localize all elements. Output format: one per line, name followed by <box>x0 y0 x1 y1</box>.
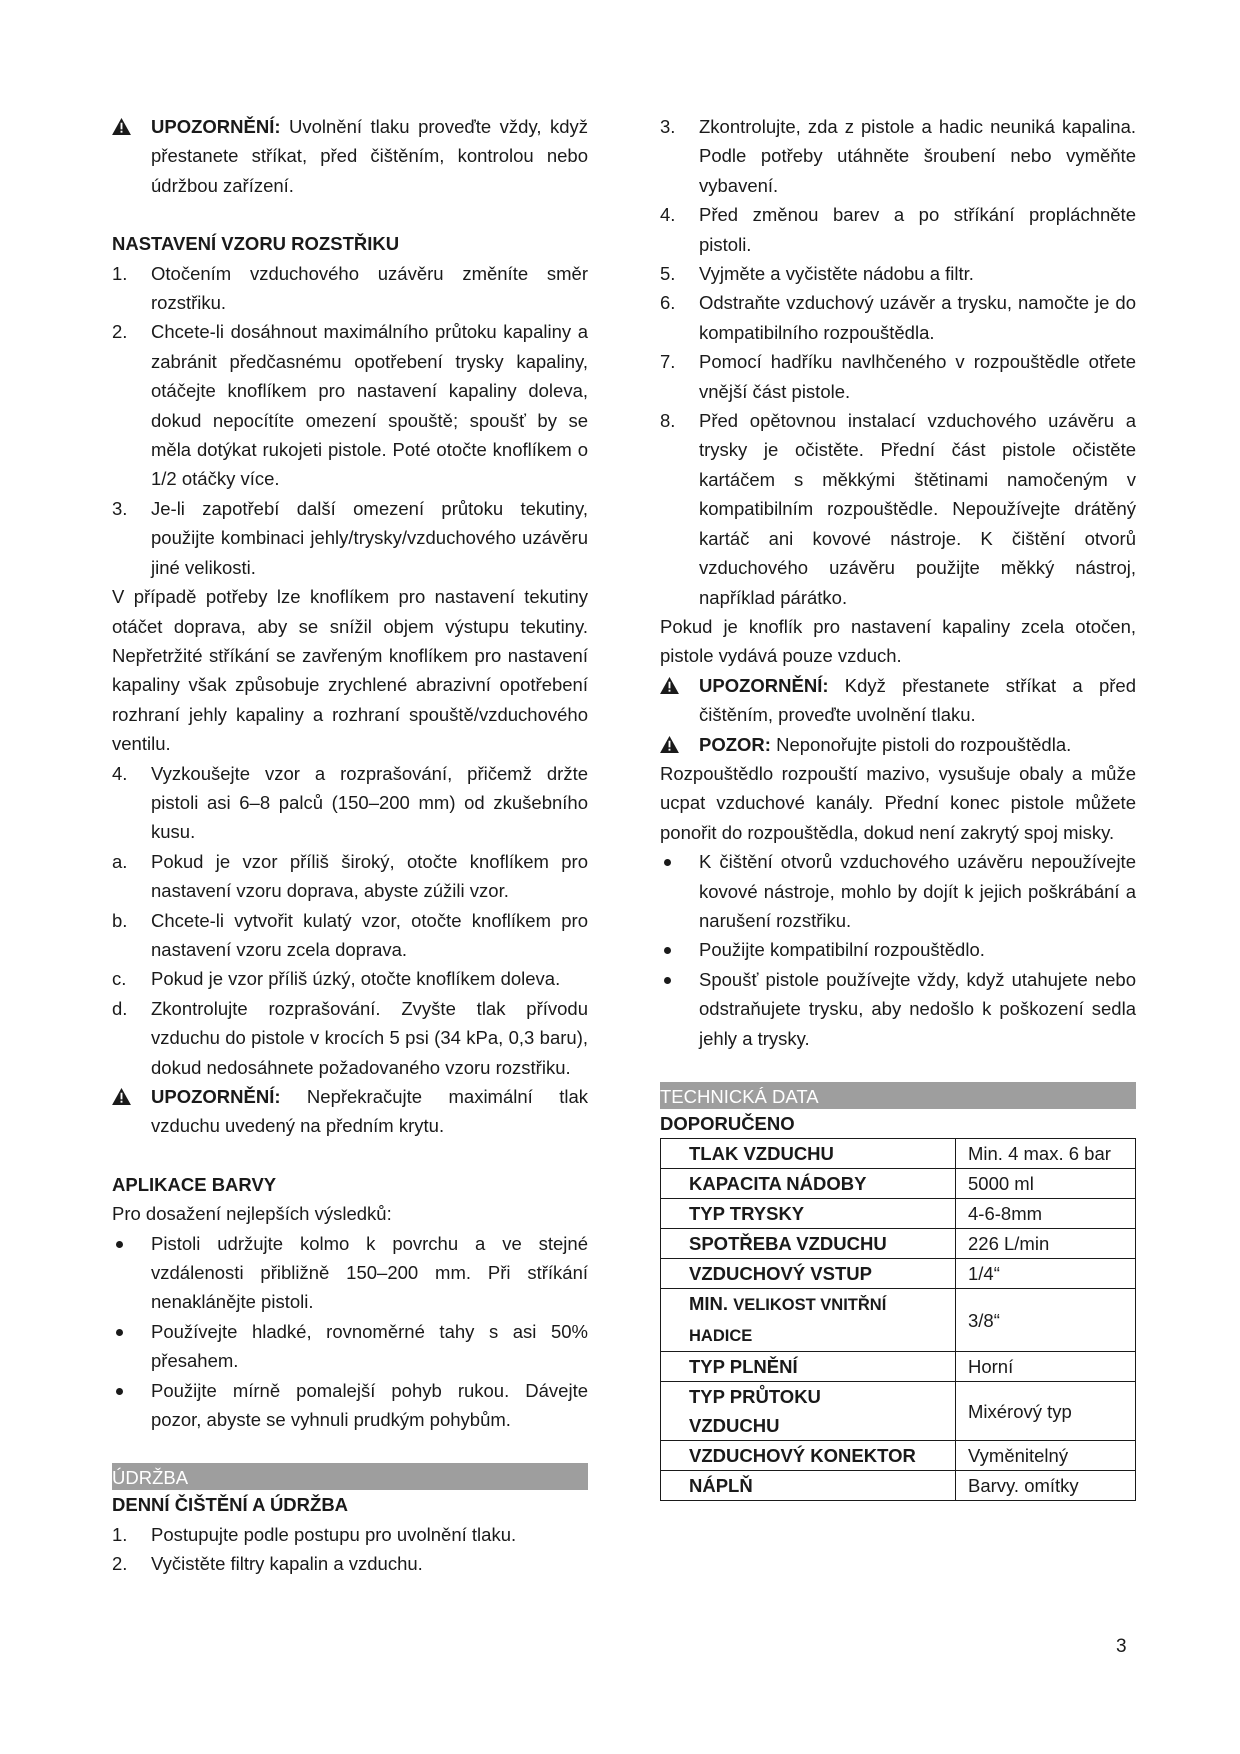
section-band-technical-data: TECHNICKÁ DATA <box>660 1082 1136 1109</box>
warning-triangle-icon <box>112 1088 131 1105</box>
table-row: NÁPLŇ Barvy. omítky <box>661 1471 1136 1501</box>
table-row: VZDUCHOVÝ KONEKTOR Vyměnitelný <box>661 1441 1136 1471</box>
table-row: VZDUCHOVÝ VSTUP 1/4“ <box>661 1259 1136 1289</box>
section-title-daily-cleaning: DENNÍ ČIŠTĚNÍ A ÚDRŽBA <box>112 1494 349 1516</box>
list-item: 4. Před změnou barev a po stříkání propláchněte pistoli. <box>660 204 1136 255</box>
warning-pressure-release <box>112 112 588 200</box>
list-item: 1. Postupujte podle postupu pro uvolnění tlaku. <box>112 1523 517 1545</box>
bullet-icon <box>116 1388 123 1395</box>
table-row: MIN. VELIKOST VNITŘNÍ HADICE 3/8“ <box>661 1289 1136 1352</box>
section-title-recommended: DOPORUČENO <box>660 1113 795 1134</box>
bullet-icon <box>116 1241 123 1248</box>
list-item: b. Chcete-li vytvořit kulatý vzor, otočte knoflíkem pro nastavení vzoru zcela doprava. <box>112 909 588 960</box>
right-column <box>660 112 1136 1501</box>
cleaning-steps-cont <box>660 112 1136 612</box>
bullet-icon <box>664 947 671 954</box>
warning-label: UPOZORNĚNÍ: <box>151 116 281 137</box>
list-item: 5. Vyjměte a vyčistěte nádobu a filtr. <box>660 263 974 285</box>
paragraph: Pro dosažení nejlepších výsledků: <box>112 1203 392 1225</box>
warning-label: UPOZORNĚNÍ: <box>151 1086 281 1107</box>
warning-max-pressure <box>112 1082 588 1141</box>
warning-text: Uvolnění tlaku proveďte vždy, když přestanete stříkat, před čištěním, kontrolou nebo údržbou zařízení. <box>151 116 588 196</box>
list-item: a. Pokud je vzor příliš široký, otočte knoflíkem pro nastavení vzoru doprava, abyste zúžili vzor. <box>112 850 588 902</box>
table-row: SPOTŘEBA VZDUCHU 226 L/min <box>661 1229 1136 1259</box>
list-item: 2. Chcete-li dosáhnout maximálního průtoku kapaliny a zabránit předčasnému opotřebení trysky kapaliny, otáčejte knoflíkem pro nastavení kapaliny doleva, dokud nepocítíte omezení spouště; spoušť by se měla dotýkat rukojeti pistole. Poté otočte knoflíkem o 1/2 otáčky více. <box>112 321 588 490</box>
warning-pressure-release-2 <box>660 671 1136 730</box>
table-row: TYP PRŮTOKU VZDUCHU Mixérový typ <box>661 1382 1136 1441</box>
left-column <box>112 112 588 1579</box>
section-title-paint-application: APLIKACE BARVY <box>112 1173 277 1195</box>
table-row: TYP TRYSKY 4-6-8mm <box>661 1199 1136 1229</box>
solvent-tips-list <box>660 847 1136 1053</box>
bullet-icon <box>664 859 671 866</box>
warning-triangle-icon <box>660 736 679 753</box>
paragraph: Rozpouštědlo rozpouští mazivo, vysušuje obaly a může ucpat vzduchové kanály. Přední konec pistole můžete ponořit do rozpouštědla, dokud není zakrytý spoj misky. <box>660 762 1136 843</box>
caution-text: Neponořujte pistoli do rozpouštědla. <box>770 733 1072 755</box>
bullet-icon <box>116 1329 123 1336</box>
list-item: 3. Je-li zapotřebí další omezení průtoku tekutiny, použijte kombinaci jehly/trysky/vzduchového uzávěru jiné velikosti. <box>112 497 588 578</box>
paragraph: V případě potřeby lze knoflíkem pro nastavení tekutiny otáčet doprava, aby se snížil objem výstupu tekutiny. Nepřetržité stříkání se zavřeným knoflíkem pro nastavení kapaliny však způsobuje zrychlené abrazivní opotřebení rozhraní jehly kapaliny a rozhraní spouště/vzduchového ventilu. <box>112 586 588 755</box>
warning-triangle-icon <box>112 118 131 135</box>
bullet-icon <box>664 977 671 984</box>
cleaning-steps <box>112 1520 588 1579</box>
page-number: 3 <box>1116 1636 1127 1657</box>
table-row: TLAK VZDUCHU Min. 4 max. 6 bar <box>661 1139 1136 1169</box>
warning-text: Nepřekračujte maximální tlak vzduchu uvedený na předním krytu. <box>151 1086 588 1137</box>
section-band-maintenance: ÚDRŽBA <box>112 1463 588 1490</box>
paint-tips-list <box>112 1229 588 1435</box>
list-item: d. Zkontrolujte rozprašování. Zvyšte tlak přívodu vzduchu do pistole v krocích 5 psi (34 kPa, 0,3 baru), dokud nedosáhnete požadovaného vzoru rozstřiku. <box>112 997 588 1078</box>
caution-no-immersion <box>660 730 1136 759</box>
warning-triangle-icon <box>660 677 679 694</box>
paragraph: Pokud je knoflík pro nastavení kapaliny zcela otočen, pistole vydává pouze vzduch. <box>660 615 1136 667</box>
list-item: Používejte hladké, rovnoměrné tahy s asi 50% přesahem. <box>112 1317 588 1376</box>
list-item: 6. Odstraňte vzduchový uzávěr a trysku, namočte je do kompatibilního rozpouštědla. <box>660 292 1136 343</box>
warning-label: UPOZORNĚNÍ: <box>699 674 829 696</box>
list-item: 7. Pomocí hadříku navlhčeného v rozpouštědle otřete vnější část pistole. <box>660 351 1136 402</box>
technical-data-table <box>660 1138 1136 1501</box>
list-item: 4. Vyzkoušejte vzor a rozprašování, přičemž držte pistoli asi 6–8 palců (150–200 mm) od zkušebního kusu. <box>112 762 588 843</box>
warning-text: Když přestanete stříkat a před čištěním, proveďte uvolnění tlaku. <box>699 674 1136 726</box>
list-item: 1. Otočením vzduchového uzávěru změníte směr rozstřiku. <box>112 262 588 314</box>
list-item: Použijte kompatibilní rozpouštědlo. <box>660 935 1136 964</box>
caution-label: POZOR: <box>699 733 771 755</box>
list-item: 2. Vyčistěte filtry kapalin a vzduchu. <box>112 1553 423 1575</box>
list-item: K čištění otvorů vzduchového uzávěru nepoužívejte kovové nástroje, mohlo by dojít k jejich poškrábání a narušení rozstřiku. <box>660 847 1136 935</box>
spray-pattern-steps <box>112 259 588 582</box>
list-item: 3. Zkontrolujte, zda z pistole a hadic neuniká kapalina. Podle potřeby utáhněte šroubení nebo vyměňte vybavení. <box>660 116 1136 196</box>
list-item: c. Pokud je vzor příliš úzký, otočte knoflíkem doleva. <box>112 968 561 990</box>
list-item: 8. Před opětovnou instalací vzduchového uzávěru a trysky je očistěte. Přední část pistole očistěte kartáčem s měkkými štětinami namočeným v kompatibilním rozpouštědle. Nepoužívejte drátěný kartáč ani kovové nástroje. K čištění otvorů vzduchového uzávěru použijte měkký nástroj, například párátko. <box>660 410 1136 608</box>
list-item: Pistoli udržujte kolmo k povrchu a ve stejné vzdálenosti přibližně 150–200 mm. Při stříkání nenaklánějte pistoli. <box>112 1229 588 1317</box>
section-title-spray-pattern: NASTAVENÍ VZORU ROZSTŘIKU <box>112 233 400 255</box>
list-item: Spoušť pistole používejte vždy, když utahujete nebo odstraňujete trysku, aby nedošlo k poškození sedla jehly a trysky. <box>660 965 1136 1053</box>
list-item: Použijte mírně pomalejší pohyb rukou. Dávejte pozor, abyste se vyhnuli prudkým pohybům. <box>112 1376 588 1435</box>
table-row: KAPACITA NÁDOBY 5000 ml <box>661 1169 1136 1199</box>
table-row: TYP PLNĚNÍ Horní <box>661 1352 1136 1382</box>
spray-pattern-steps-cont <box>112 759 588 1082</box>
